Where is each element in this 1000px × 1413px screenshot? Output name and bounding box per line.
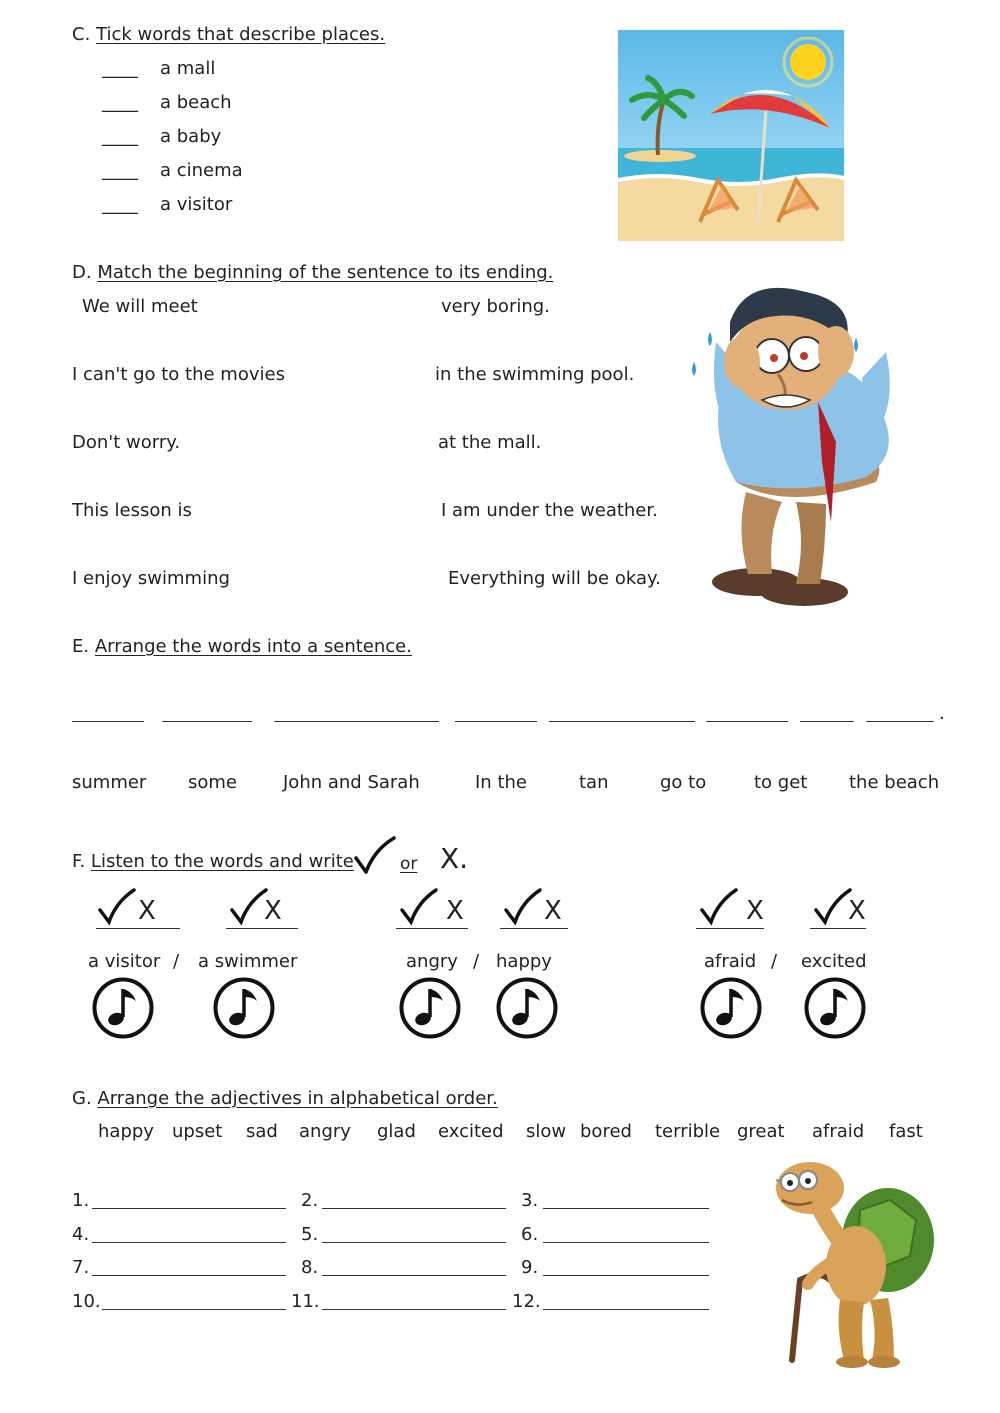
pair-slash: / [473, 951, 480, 972]
answer-blank[interactable] [549, 721, 695, 722]
section-d-heading [72, 262, 553, 283]
word-tile[interactable]: the beach [849, 772, 940, 793]
sentence-beginning[interactable]: I enjoy swimming [72, 568, 230, 589]
section-letter: F. [72, 851, 86, 872]
answer-number: 12. [512, 1291, 541, 1312]
worried-man-illustration [686, 282, 904, 608]
answer-line[interactable] [543, 1242, 709, 1243]
x-choice[interactable]: X [446, 896, 464, 926]
answer-line[interactable] [322, 1208, 506, 1209]
adjective-word: terrible [655, 1121, 721, 1142]
list-item: a mall [160, 58, 216, 79]
adjective-word: fast [889, 1121, 923, 1142]
sentence-ending[interactable]: Everything will be okay. [448, 568, 661, 589]
x-choice[interactable]: X [848, 896, 866, 926]
answer-line[interactable] [322, 1309, 506, 1310]
answer-blank[interactable] [274, 721, 439, 722]
instruction-text: Arrange the adjectives in alphabetical order. [97, 1088, 498, 1109]
adjective-word: great [737, 1121, 785, 1142]
tick-blank[interactable]: ____ [102, 58, 138, 79]
answer-blank[interactable] [72, 721, 144, 722]
sentence-beginning[interactable]: We will meet [82, 296, 198, 317]
listen-word: a visitor [88, 951, 161, 972]
sentence-beginning[interactable]: Don't worry. [72, 432, 181, 453]
section-letter: G. [72, 1088, 92, 1109]
word-tile[interactable]: go to [660, 772, 707, 793]
adjective-word: happy [98, 1121, 154, 1142]
adjective-word: bored [580, 1121, 632, 1142]
sentence-end-mark: . [939, 703, 945, 724]
choice-underline [810, 928, 866, 929]
answer-line[interactable] [92, 1208, 286, 1209]
x-choice[interactable]: X [544, 896, 562, 926]
answer-line[interactable] [322, 1242, 506, 1243]
sentence-beginning[interactable]: I can't go to the movies [72, 364, 285, 385]
checkmark-icon[interactable] [398, 888, 438, 928]
choice-underline [226, 928, 298, 929]
answer-number: 1. [72, 1190, 90, 1211]
answer-blank[interactable] [800, 721, 854, 722]
section-c-heading [72, 24, 385, 45]
answer-blank[interactable] [162, 721, 252, 722]
instruction-text: Listen to the words and write [90, 851, 354, 872]
music-note-icon[interactable] [700, 977, 762, 1039]
tick-blank[interactable]: ____ [102, 92, 138, 113]
word-tile[interactable]: some [188, 772, 237, 793]
checkmark-icon[interactable] [812, 888, 852, 928]
answer-blank[interactable] [455, 721, 537, 722]
answer-blank[interactable] [866, 721, 934, 722]
adjective-word: slow [526, 1121, 567, 1142]
listen-word: afraid [704, 951, 757, 972]
instruction-text: Tick words that describe places. [96, 24, 386, 45]
answer-blank[interactable] [706, 721, 788, 722]
answer-line[interactable] [322, 1275, 506, 1276]
section-f-heading [72, 851, 354, 872]
sentence-beginning[interactable]: This lesson is [72, 500, 192, 521]
word-tile[interactable]: tan [579, 772, 609, 793]
answer-number: 4. [72, 1224, 90, 1245]
adjective-word: sad [246, 1121, 278, 1142]
sentence-ending[interactable]: at the mall. [438, 432, 542, 453]
list-item: a baby [160, 126, 222, 147]
sentence-ending[interactable]: very boring. [441, 296, 550, 317]
word-tile[interactable]: John and Sarah [283, 772, 420, 793]
instruction-text: Match the beginning of the sentence to its ending. [97, 262, 554, 283]
answer-number: 7. [72, 1257, 90, 1278]
x-choice[interactable]: X [746, 896, 764, 926]
instruction-text: Arrange the words into a sentence. [94, 636, 412, 657]
adjective-word: afraid [812, 1121, 865, 1142]
listen-word: happy [496, 951, 552, 972]
tick-blank[interactable]: ____ [102, 126, 138, 147]
section-e-heading [72, 636, 412, 657]
answer-number: 6. [521, 1224, 539, 1245]
section-letter: C. [72, 24, 91, 45]
answer-line[interactable] [543, 1275, 709, 1276]
word-tile[interactable]: summer [72, 772, 147, 793]
adjective-word: angry [299, 1121, 351, 1142]
adjective-word: upset [172, 1121, 223, 1142]
answer-number: 5. [301, 1224, 319, 1245]
music-note-icon[interactable] [92, 977, 154, 1039]
choice-underline [500, 928, 568, 929]
choice-underline [696, 928, 764, 929]
x-symbol: X. [440, 842, 469, 875]
answer-line[interactable] [92, 1242, 286, 1243]
list-item: a beach [160, 92, 232, 113]
beach-illustration [618, 30, 844, 241]
tick-blank[interactable]: ____ [102, 194, 138, 215]
sentence-ending[interactable]: I am under the weather. [441, 500, 658, 521]
listen-word: a swimmer [198, 951, 298, 972]
adjective-word: glad [377, 1121, 416, 1142]
word-tile[interactable]: to get [754, 772, 808, 793]
music-note-icon[interactable] [804, 977, 866, 1039]
checkmark-icon[interactable] [228, 888, 268, 928]
checkmark-icon[interactable] [502, 888, 542, 928]
listen-word: excited [801, 951, 867, 972]
checkmark-icon[interactable] [96, 888, 136, 928]
old-turtle-illustration [760, 1160, 940, 1370]
answer-number: 3. [521, 1190, 539, 1211]
checkmark-icon [352, 836, 396, 876]
word-tile[interactable]: In the [475, 772, 527, 793]
list-item: a visitor [160, 194, 233, 215]
answer-number: 2. [301, 1190, 319, 1211]
pair-slash: / [173, 951, 180, 972]
choice-underline [396, 928, 468, 929]
pair-slash: / [771, 951, 778, 972]
section-g-heading [72, 1088, 498, 1109]
answer-number: 11. [291, 1291, 320, 1312]
answer-line[interactable] [543, 1208, 709, 1209]
tick-blank[interactable]: ____ [102, 160, 138, 181]
or-text: or [400, 854, 418, 874]
x-choice[interactable]: X [264, 896, 282, 926]
sentence-ending[interactable]: in the swimming pool. [435, 364, 635, 385]
choice-underline [96, 928, 180, 929]
answer-number: 9. [521, 1257, 539, 1278]
answer-number: 8. [301, 1257, 319, 1278]
answer-line[interactable] [102, 1309, 286, 1310]
x-choice[interactable]: X [138, 896, 156, 926]
listen-word: angry [406, 951, 458, 972]
answer-line[interactable] [543, 1309, 709, 1310]
music-note-icon[interactable] [399, 977, 461, 1039]
checkmark-icon[interactable] [698, 888, 738, 928]
list-item: a cinema [160, 160, 243, 181]
adjective-word: excited [438, 1121, 504, 1142]
music-note-icon[interactable] [213, 977, 275, 1039]
answer-line[interactable] [92, 1275, 286, 1276]
answer-number: 10. [72, 1291, 101, 1312]
section-letter: D. [72, 262, 92, 283]
music-note-icon[interactable] [496, 977, 558, 1039]
section-letter: E. [72, 636, 90, 657]
